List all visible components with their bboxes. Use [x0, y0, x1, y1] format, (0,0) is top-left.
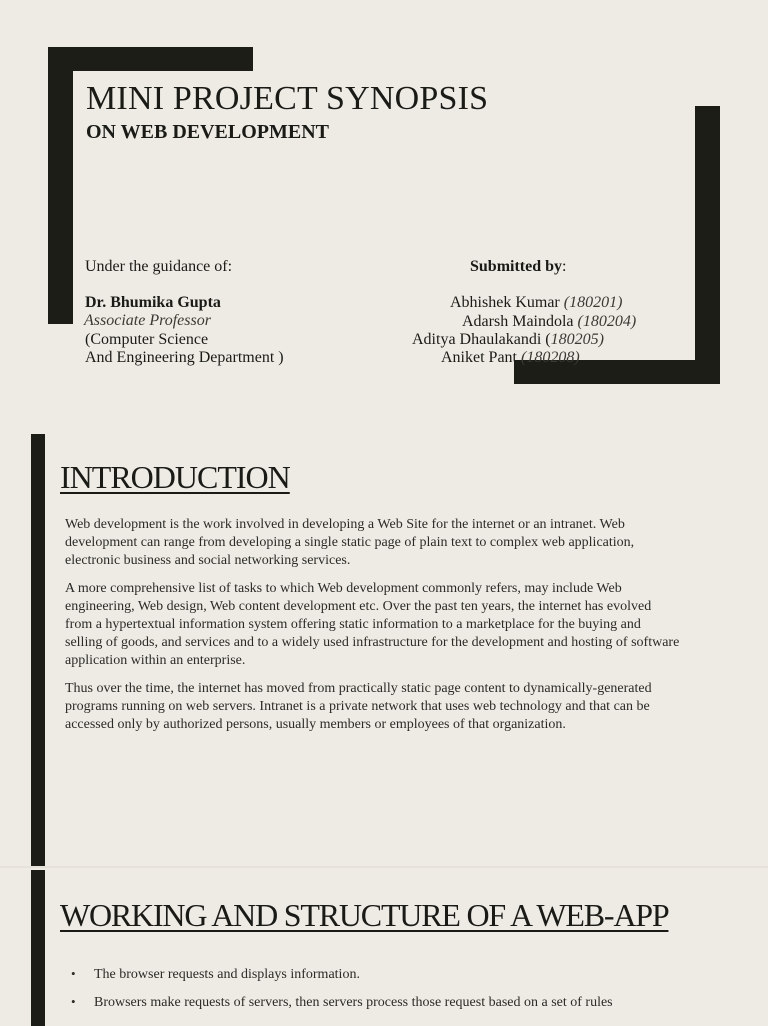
paragraph-line: electronic business and social networking services.: [65, 553, 351, 568]
student-3: [412, 331, 604, 349]
frame-top-bar: [48, 47, 253, 71]
submitted-by-label: [470, 258, 566, 276]
introduction-heading: INTRODUCTION: [60, 459, 290, 495]
bullet-icon: •: [71, 966, 76, 981]
student-1: [450, 294, 622, 312]
student-2: [462, 313, 636, 331]
intro-paragraph-2: [65, 580, 768, 670]
frame-right-bar: [695, 106, 720, 384]
list-item: [71, 994, 768, 1022]
paragraph-line: engineering, Web design, Web content development etc. Over the past ten years, the internet has evolved: [65, 599, 652, 614]
intro-paragraph-3: [65, 680, 768, 734]
page-subtitle: ON WEB DEVELOPMENT: [86, 121, 329, 143]
submitted-by-text: Submitted by: [470, 258, 563, 275]
cover-slide: [0, 0, 768, 418]
paragraph-line: Web development is the work involved in developing a Web Site for the internet or an intranet. Web: [65, 517, 625, 532]
guide-name: Dr. Bhumika Gupta: [85, 294, 221, 311]
paragraph-line: programs running on web servers. Intranet is a private network that uses web technology and that can be: [65, 699, 650, 714]
working-heading: WORKING AND STRUCTURE OF A WEB-APP: [60, 897, 669, 933]
list-item: [71, 966, 768, 994]
paragraph-line: application within an enterprise.: [65, 653, 246, 668]
student-id: (180204): [577, 313, 637, 330]
student-4: [441, 349, 580, 367]
paragraph-line: A more comprehensive list of tasks to which Web development commonly refers, may include Web: [65, 581, 622, 596]
frame-left-bar: [48, 47, 73, 324]
student-id: 180205): [550, 331, 604, 348]
left-accent-bar: [31, 434, 45, 866]
guide-department-line-1: (Computer Science: [85, 331, 209, 348]
student-id: (180201): [563, 294, 623, 311]
guidance-label: Under the guidance of:: [85, 258, 233, 275]
paragraph-line: accessed only by authorized persons, usually members or employees of that organization.: [65, 717, 566, 732]
student-name: Abhishek Kumar: [450, 294, 564, 311]
paragraph-line: from a hypertextual information system offering static information to a marketplace for the buying and: [65, 617, 641, 632]
intro-paragraph-1: [65, 516, 768, 570]
left-accent-bar: [31, 870, 45, 1026]
guide-title: Associate Professor: [84, 312, 211, 329]
student-name: Aditya Dhaulakandi (: [412, 331, 551, 348]
page-title: MINI PROJECT SYNOPSIS: [86, 80, 489, 117]
paragraph-line: Thus over the time, the internet has moved from practically static page content to dynamically-generated: [65, 681, 652, 696]
working-bullet-list: [71, 966, 768, 1022]
paragraph-line: development can range from developing a single static page of plain text to complex web application,: [65, 535, 635, 550]
guide-department-line-2: And Engineering Department ): [85, 349, 284, 366]
bullet-icon: •: [71, 994, 76, 1009]
student-id: (180208): [521, 349, 580, 366]
student-name: Aniket Pant: [441, 349, 521, 366]
paragraph-line: selling of goods, and services and to a widely used infrastructure for the development and hosting of software: [65, 635, 680, 650]
bullet-text: The browser requests and displays information.: [94, 967, 360, 982]
submitted-by-colon: :: [562, 258, 567, 275]
bullet-text: Browsers make requests of servers, then servers process those request based on a set of rules: [94, 995, 613, 1010]
student-name: Adarsh Maindola: [462, 313, 578, 330]
